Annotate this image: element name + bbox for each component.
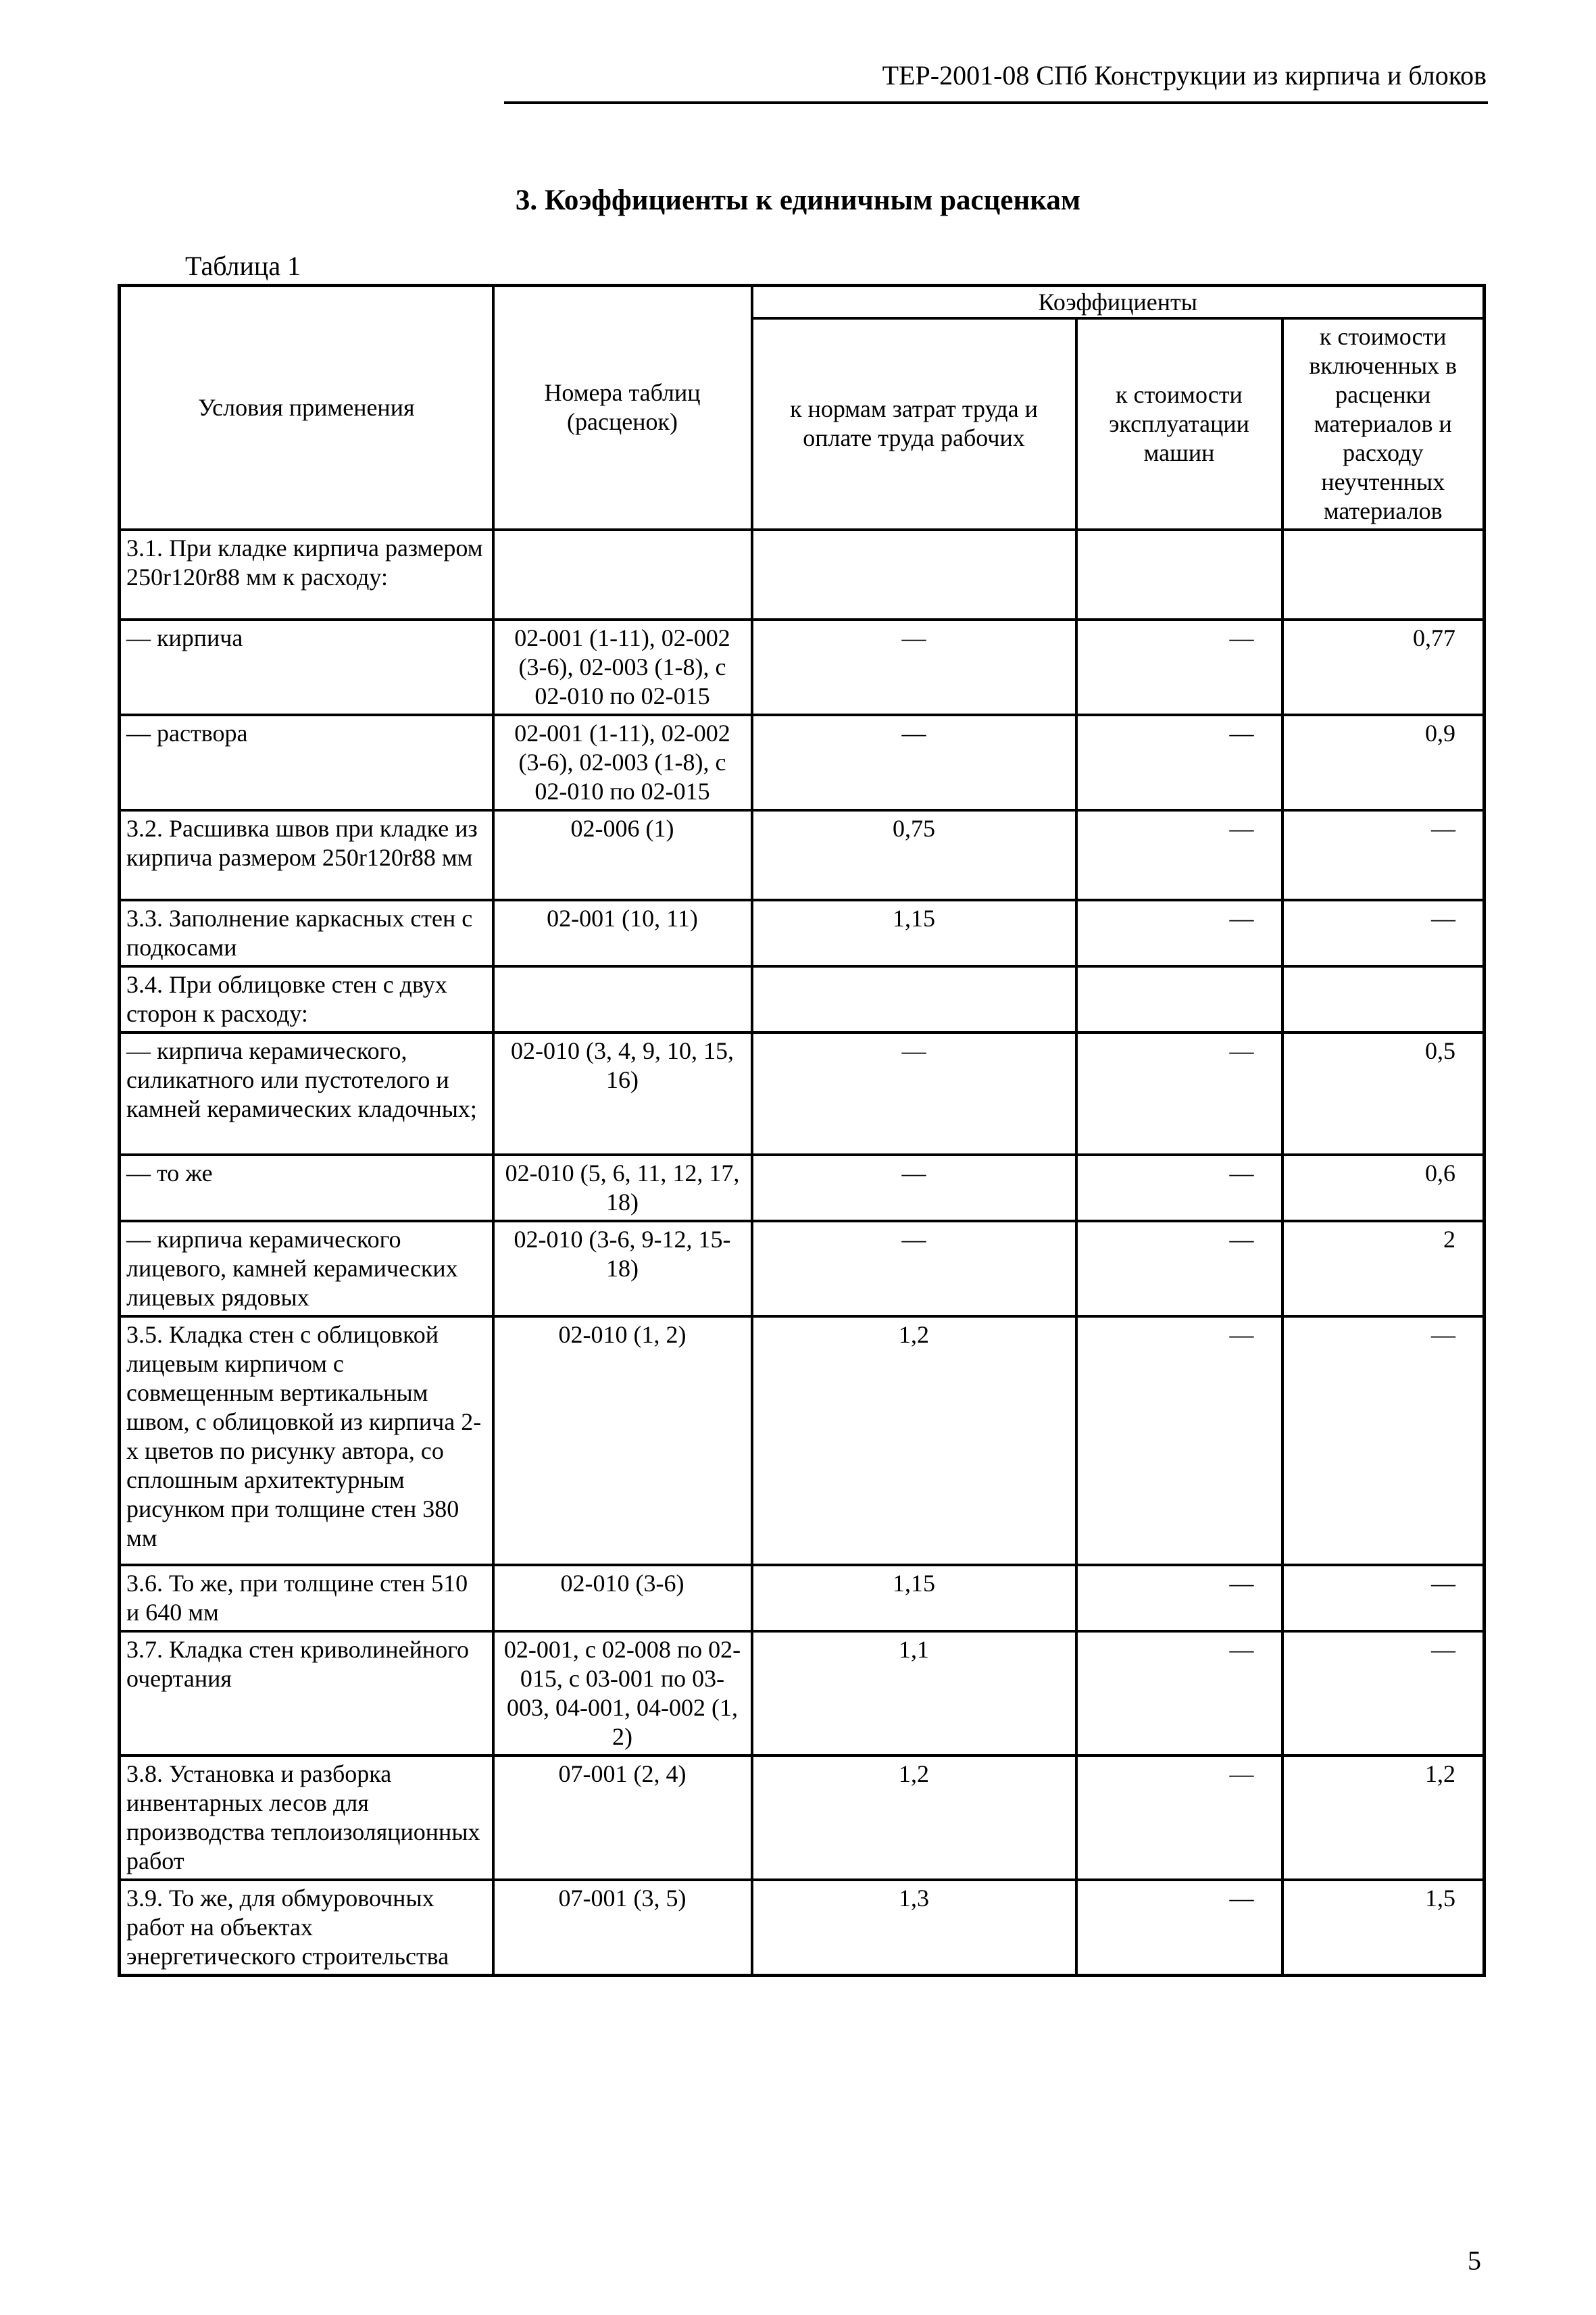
table-row — [120, 1032, 1485, 1155]
row-materials-coefficient — [1282, 966, 1485, 1032]
row-materials-coefficient: — — [1282, 1565, 1485, 1631]
coefficients-table — [118, 284, 1486, 1977]
table-caption: Таблица 1 — [185, 251, 301, 281]
row-labor-coefficient: — — [752, 1155, 1076, 1221]
row-table-numbers: 02-010 (1, 2) — [493, 1316, 752, 1565]
header-coefficients: Коэффициенты — [752, 286, 1485, 318]
row-labor-coefficient: 1,15 — [752, 900, 1076, 966]
row-labor-coefficient — [752, 530, 1076, 620]
table-row — [120, 1565, 1485, 1631]
row-table-numbers: 02-010 (3-6, 9-12, 15-18) — [493, 1221, 752, 1316]
row-machines-coefficient — [1076, 966, 1282, 1032]
row-labor-coefficient — [752, 966, 1076, 1032]
row-condition: 3.7. Кладка стен криволинейного очертания — [120, 1631, 493, 1756]
table-body — [120, 530, 1485, 1976]
row-labor-coefficient: 1,2 — [752, 1756, 1076, 1880]
table-row — [120, 810, 1485, 900]
row-condition: — раствора — [120, 715, 493, 810]
table-row — [120, 620, 1485, 715]
table-row — [120, 1221, 1485, 1316]
header-materials: к стоимости включенных в расценки материалов и расходу неучтенных материалов — [1282, 318, 1485, 530]
row-condition: 3.2. Расшивка швов при кладке из кирпича размером 250r120r88 мм — [120, 810, 493, 900]
row-table-numbers: 02-006 (1) — [493, 810, 752, 900]
table-row — [120, 966, 1485, 1032]
table-row — [120, 530, 1485, 620]
row-table-numbers: 02-001, с 02-008 по 02-015, с 03-001 по 03-003, 04-001, 04-002 (1, 2) — [493, 1631, 752, 1756]
header-rule — [504, 101, 1488, 104]
row-table-numbers: 02-001 (1-11), 02-002 (3-6), 02-003 (1-8), с 02-010 по 02-015 — [493, 620, 752, 715]
row-machines-coefficient — [1076, 530, 1282, 620]
row-machines-coefficient: — — [1076, 1756, 1282, 1880]
row-machines-coefficient: — — [1076, 715, 1282, 810]
row-condition: — то же — [120, 1155, 493, 1221]
row-labor-coefficient: — — [752, 1221, 1076, 1316]
running-header-title: ТЕР-2001-08 СПб Конструкции из кирпича и блоков — [882, 60, 1487, 91]
row-machines-coefficient: — — [1076, 1316, 1282, 1565]
table-row — [120, 1880, 1485, 1976]
row-materials-coefficient: 0,6 — [1282, 1155, 1485, 1221]
row-condition: 3.5. Кладка стен с облицовкой лицевым кирпичом с совмещенным вертикальным швом, с облицовкой из кирпича 2-х цветов по рисунку автора, со сплошным архитектурным рисунком при толщине стен 380 мм — [120, 1316, 493, 1565]
row-machines-coefficient: — — [1076, 1880, 1282, 1976]
row-machines-coefficient: — — [1076, 900, 1282, 966]
page-number: 5 — [1468, 2245, 1481, 2276]
row-labor-coefficient: — — [752, 620, 1076, 715]
row-table-numbers: 02-010 (5, 6, 11, 12, 17, 18) — [493, 1155, 752, 1221]
row-table-numbers: 07-001 (2, 4) — [493, 1756, 752, 1880]
row-machines-coefficient: — — [1076, 1631, 1282, 1756]
row-machines-coefficient: — — [1076, 1032, 1282, 1155]
row-table-numbers — [493, 966, 752, 1032]
row-materials-coefficient: 0,77 — [1282, 620, 1485, 715]
table-row — [120, 715, 1485, 810]
row-materials-coefficient: — — [1282, 900, 1485, 966]
row-table-numbers: 02-001 (10, 11) — [493, 900, 752, 966]
row-materials-coefficient: — — [1282, 1631, 1485, 1756]
row-table-numbers: 02-001 (1-11), 02-002 (3-6), 02-003 (1-8), с 02-010 по 02-015 — [493, 715, 752, 810]
row-condition: 3.6. То же, при толщине стен 510 и 640 мм — [120, 1565, 493, 1631]
row-machines-coefficient: — — [1076, 810, 1282, 900]
row-condition: — кирпича — [120, 620, 493, 715]
row-materials-coefficient: 0,9 — [1282, 715, 1485, 810]
header-labor: к нормам затрат труда и оплате труда рабочих — [752, 318, 1076, 530]
row-condition: — кирпича керамического лицевого, камней керамических лицевых рядовых — [120, 1221, 493, 1316]
row-materials-coefficient: 2 — [1282, 1221, 1485, 1316]
row-labor-coefficient: 1,1 — [752, 1631, 1076, 1756]
row-table-numbers: 02-010 (3, 4, 9, 10, 15, 16) — [493, 1032, 752, 1155]
row-table-numbers: 07-001 (3, 5) — [493, 1880, 752, 1976]
table-row — [120, 900, 1485, 966]
row-condition: 3.4. При облицовке стен с двух сторон к расходу: — [120, 966, 493, 1032]
row-table-numbers — [493, 530, 752, 620]
row-labor-coefficient: 0,75 — [752, 810, 1076, 900]
row-table-numbers: 02-010 (3-6) — [493, 1565, 752, 1631]
row-labor-coefficient: — — [752, 715, 1076, 810]
row-machines-coefficient: — — [1076, 1221, 1282, 1316]
row-labor-coefficient: 1,2 — [752, 1316, 1076, 1565]
section-title: 3. Коэффициенты к единичным расценкам — [515, 184, 1081, 216]
row-labor-coefficient: — — [752, 1032, 1076, 1155]
header-machines: к стоимости эксплуатации машин — [1076, 318, 1282, 530]
row-condition: 3.9. То же, для обмуровочных работ на объектах энергетического строительства — [120, 1880, 493, 1976]
row-machines-coefficient: — — [1076, 1155, 1282, 1221]
row-materials-coefficient: — — [1282, 1316, 1485, 1565]
row-machines-coefficient: — — [1076, 1565, 1282, 1631]
row-condition: 3.3. Заполнение каркасных стен с подкосами — [120, 900, 493, 966]
table-row — [120, 1155, 1485, 1221]
row-condition: — кирпича керамического, силикатного или пустотелого и камней керамических кладочных; — [120, 1032, 493, 1155]
header-row-top — [120, 286, 1485, 318]
row-materials-coefficient: 1,5 — [1282, 1880, 1485, 1976]
row-materials-coefficient — [1282, 530, 1485, 620]
table-row — [120, 1631, 1485, 1756]
row-machines-coefficient: — — [1076, 620, 1282, 715]
row-materials-coefficient: 1,2 — [1282, 1756, 1485, 1880]
row-labor-coefficient: 1,15 — [752, 1565, 1076, 1631]
row-materials-coefficient: — — [1282, 810, 1485, 900]
row-condition: 3.1. При кладке кирпича размером 250r120r88 мм к расходу: — [120, 530, 493, 620]
header-table-numbers: Номера таблиц (расценок) — [493, 286, 752, 530]
table-row — [120, 1316, 1485, 1565]
header-conditions: Условия применения — [120, 286, 493, 530]
row-condition: 3.8. Установка и разборка инвентарных лесов для производства теплоизоляционных работ — [120, 1756, 493, 1880]
row-labor-coefficient: 1,3 — [752, 1880, 1076, 1976]
table-row — [120, 1756, 1485, 1880]
row-materials-coefficient: 0,5 — [1282, 1032, 1485, 1155]
